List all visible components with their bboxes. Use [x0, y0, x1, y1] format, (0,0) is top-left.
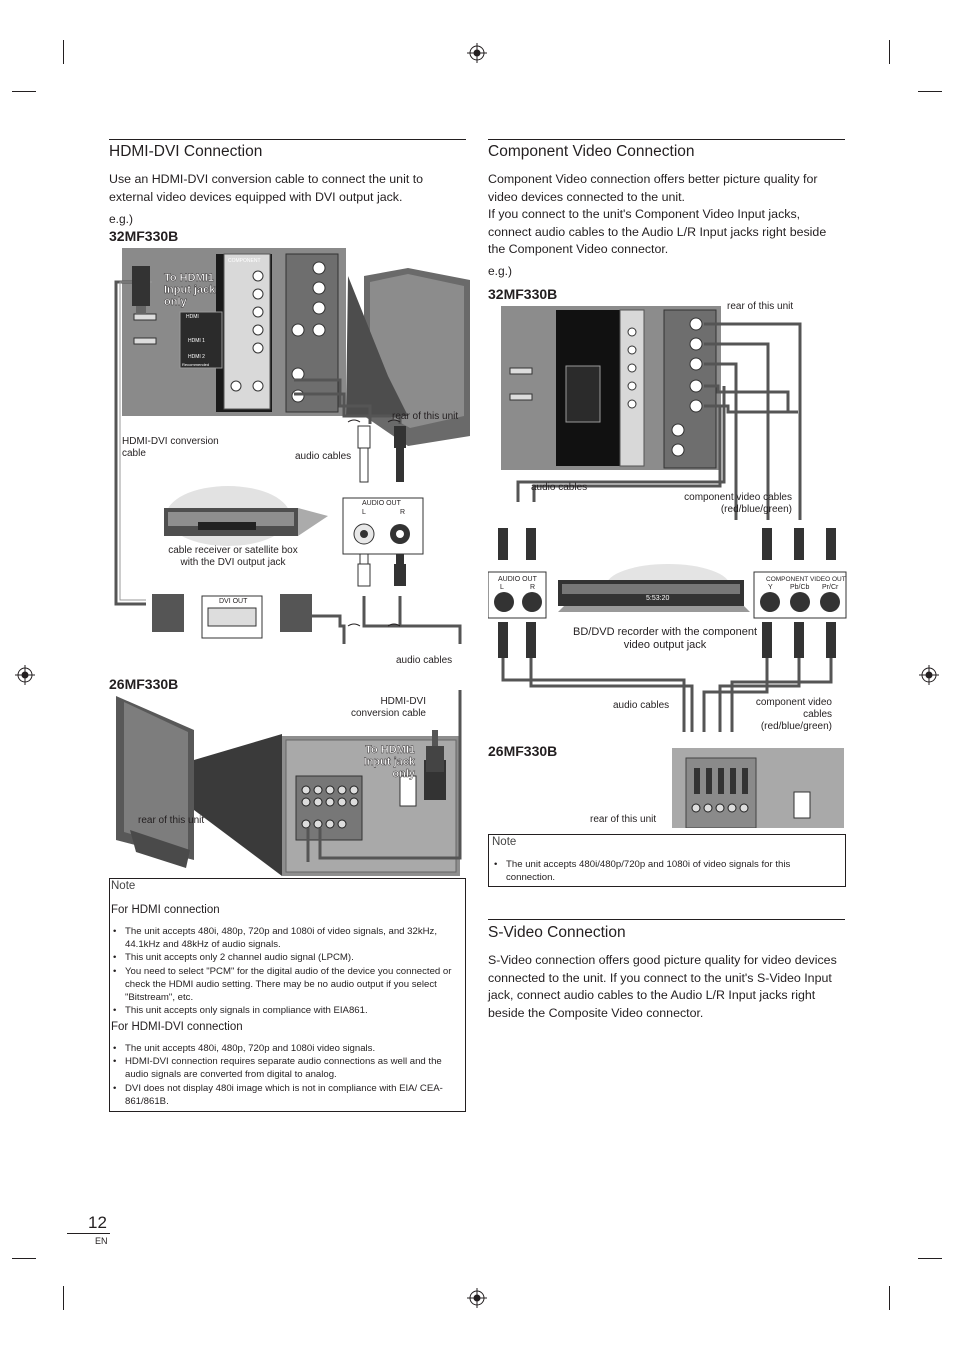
list-item: • The unit accepts 480i/480p/720p and 1080i of video signals for this connection. — [506, 858, 841, 884]
model-label: 32MF330B — [488, 286, 558, 302]
model-label: 32MF330B — [109, 228, 179, 244]
list-item: • This unit accepts only 2 channel audio signal (LPCM). — [125, 951, 465, 964]
svg-text:HDMI 2: HDMI 2 — [188, 354, 205, 360]
recorder-label: BD/DVD recorder with the component video output jack — [572, 626, 758, 651]
crop-mark — [12, 1258, 36, 1259]
hdmi-dvi-title: HDMI-DVI Connection — [109, 143, 263, 160]
list-item: • You need to select "PCM" for the digital audio of the device you connected or check the HDMI audio setting. There may be no audio output if you select "Bitstream", etc. — [125, 965, 465, 1005]
note-list — [492, 858, 841, 884]
registration-mark-icon — [467, 1288, 487, 1308]
component-prcr-label: Pr/Cr — [822, 584, 839, 591]
audio-r-label: R — [530, 584, 536, 591]
crop-mark — [63, 40, 64, 64]
note-list — [111, 925, 465, 1017]
rear-unit-label: rear of this unit — [392, 411, 459, 422]
audio-l-label: L — [500, 584, 504, 591]
audio-out-label: AUDIO OUT — [498, 576, 537, 583]
crop-mark — [918, 1258, 942, 1259]
audio-cables-label-2: audio cables — [396, 655, 453, 666]
component-intro-2: If you connect to the unit's Component Video Input jacks, connect audio cables to the Audio L/R Input jacks right beside the Component Video connector. — [488, 207, 827, 256]
eg-label: e.g.) — [109, 212, 134, 226]
component-pbcb-label: Pb/Cb — [790, 584, 810, 591]
model-label: 26MF330B — [109, 676, 179, 692]
crop-mark — [889, 1286, 890, 1310]
recorder-display: 5:53:20 — [646, 595, 670, 602]
crop-mark — [918, 91, 942, 92]
page-lang: EN — [95, 1236, 108, 1246]
component-cables-label: component video cables (red/blue/green) — [684, 492, 792, 515]
audio-cables-label: audio cables — [531, 482, 588, 493]
audio-l-label: L — [362, 509, 366, 516]
list-item: • This unit accepts only signals in compliance with EIA861. — [125, 1004, 465, 1017]
audio-out-label: AUDIO OUT — [362, 500, 401, 507]
svg-text:HDMI 1: HDMI 1 — [188, 338, 205, 344]
rear-unit-label: rear of this unit — [727, 301, 794, 312]
model-label: 26MF330B — [488, 743, 558, 759]
hdmi1-input-label-2: To HDMI1 Input jack only — [363, 744, 415, 780]
registration-mark-icon — [15, 665, 35, 685]
registration-mark-icon — [919, 665, 939, 685]
eg-label: e.g.) — [488, 264, 513, 278]
audio-cables-label-2: audio cables — [613, 700, 670, 711]
component-note-box — [488, 834, 846, 887]
hdmi-dvi-cable-label: HDMI-DVI conversion cable — [122, 436, 219, 459]
crop-mark — [63, 1286, 64, 1310]
hdmi-dvi-intro: Use an HDMI-DVI conversion cable to connect the unit to external video devices equipped with DVI output jack. — [109, 172, 424, 204]
hdmi-note-box — [109, 878, 466, 1112]
svg-text:COMPONENT: COMPONENT — [228, 258, 261, 264]
list-item: • DVI does not display 480i image which is not in compliance with EIA/ CEA-861/861B. — [125, 1082, 465, 1108]
section-rule — [488, 139, 845, 140]
rear-unit-label-2: rear of this unit — [138, 815, 205, 826]
component-out-label: COMPONENT VIDEO OUT — [766, 576, 846, 583]
svg-text:Recommended: Recommended — [182, 362, 210, 367]
audio-r-label: R — [400, 509, 406, 516]
registration-mark-icon — [467, 43, 487, 63]
page-number: 12 — [88, 1213, 107, 1232]
note-subtitle: For HDMI-DVI connection — [111, 1021, 243, 1033]
component-cables-label-2: component video cables (red/blue/green) — [755, 697, 832, 732]
audio-cables-label: audio cables — [295, 451, 352, 462]
list-item: • HDMI-DVI connection requires separate audio connections as well and the audio signals are converted from digital to analog. — [125, 1055, 465, 1081]
note-title: Note — [111, 880, 136, 892]
list-item: • The unit accepts 480i, 480p, 720p and 1080i of video signals, and 32kHz, 44.1kHz and 48kHz of audio signals. — [125, 925, 465, 951]
note-title: Note — [492, 836, 517, 848]
svg-text:HDMI: HDMI — [186, 314, 199, 320]
receiver-label: cable receiver or satellite box with the DVI output jack — [168, 545, 298, 568]
page-number-rule — [67, 1233, 110, 1234]
list-item: • The unit accepts 480i, 480p, 720p and 1080i video signals. — [125, 1042, 465, 1055]
section-rule — [488, 919, 845, 920]
note-subtitle: For HDMI connection — [111, 904, 220, 916]
component-y-label: Y — [768, 584, 773, 591]
crop-mark — [889, 40, 890, 64]
component-diagram-26 — [672, 748, 844, 828]
component-intro: Component Video connection offers better picture quality for video devices connected to the unit. — [488, 172, 818, 204]
hdmi1-input-label: To HDMI1 Input jack only — [164, 272, 216, 308]
note-list — [111, 1042, 465, 1108]
section-rule — [109, 139, 466, 140]
crop-mark — [12, 91, 36, 92]
component-video-title: Component Video Connection — [488, 143, 695, 160]
rear-unit-label-2: rear of this unit — [590, 814, 657, 825]
component-diagram-32 — [488, 302, 848, 732]
hdmi-dvi-cable-label-2: HDMI-DVI conversion cable — [350, 696, 426, 719]
dvi-out-label: DVI OUT — [219, 598, 248, 605]
svideo-intro: S-Video connection offers good picture quality for video devices connected to the unit. If you connect to the unit's S-Video Input jack, connect audio cables to the Audio L/R Input jacks right beside the Composite Video connector. — [488, 953, 837, 1020]
svideo-title: S-Video Connection — [488, 924, 626, 941]
